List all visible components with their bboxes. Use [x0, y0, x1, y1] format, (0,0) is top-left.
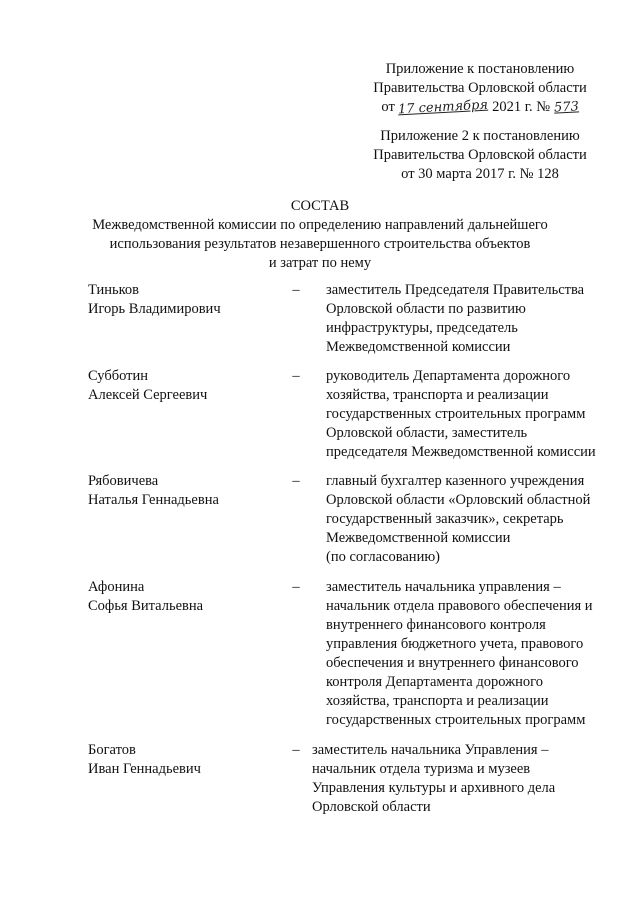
- role-line: Орловской области, заместитель: [326, 425, 528, 441]
- role-line: обеспечения и внутреннего финансового: [326, 655, 579, 671]
- role-line: государственный заказчик», секретарь: [326, 511, 564, 527]
- appendix-line: Правительства Орловской области: [373, 80, 587, 96]
- member-surname: Рябовичева: [88, 473, 159, 489]
- member-given-name: Наталья Геннадьевна: [88, 492, 219, 508]
- member-name: [88, 281, 278, 319]
- role-line: Орловской области «Орловский областной: [326, 492, 591, 508]
- date-prefix: от: [381, 99, 395, 115]
- member-given-name: Иван Геннадьевич: [88, 761, 201, 777]
- member-role: [326, 472, 626, 567]
- role-line: хозяйства, транспорта и реализации: [326, 693, 549, 709]
- member-given-name: Игорь Владимирович: [88, 301, 221, 317]
- title-heading: СОСТАВ: [290, 198, 350, 214]
- year-text: 2021 г. №: [492, 99, 551, 115]
- appendix-2-header: [330, 127, 630, 184]
- dash-separator: –: [292, 579, 300, 595]
- appendix-2-line: Приложение 2 к постановлению: [380, 128, 580, 144]
- member-role: [326, 367, 626, 462]
- role-line: руководитель Департамента дорожного: [326, 368, 571, 384]
- role-line: Орловской области: [312, 799, 431, 815]
- member-name: [88, 578, 278, 616]
- dash-separator: –: [292, 282, 300, 298]
- role-line: Орловской области по развитию: [326, 301, 526, 317]
- role-line: государственных строительных программ: [326, 406, 586, 422]
- title-line: Межведомственной комиссии по определению направлений дальнейшего: [92, 217, 548, 233]
- dash-separator: –: [292, 742, 300, 758]
- role-line: заместитель начальника управления –: [326, 579, 561, 595]
- appendix-2-line: от 30 марта 2017 г. № 128: [401, 166, 559, 182]
- role-line: внутреннего финансового контроля: [326, 617, 546, 633]
- role-line: управления бюджетного учета, правового: [326, 636, 584, 652]
- member-surname: Афонина: [88, 579, 145, 595]
- role-line: заместитель начальника Управления –: [312, 742, 549, 758]
- member-given-name: Софья Витальевна: [88, 598, 204, 614]
- handwritten-date: 17 сентября: [398, 97, 489, 118]
- member-surname: Богатов: [88, 742, 136, 758]
- member-name: [88, 472, 278, 510]
- role-line: заместитель Председателя Правительства: [326, 282, 585, 298]
- appendix-date-line: [330, 98, 630, 117]
- member-name: [88, 367, 278, 405]
- role-line: (по согласованию): [326, 549, 440, 565]
- document-title: [60, 197, 580, 273]
- title-line: использования результатов незавершенного строительства объектов: [109, 236, 531, 252]
- member-surname: Субботин: [88, 368, 149, 384]
- appendix-line: Приложение к постановлению: [385, 61, 575, 77]
- appendix-2-line: Правительства Орловской области: [373, 147, 587, 163]
- dash-separator: –: [292, 368, 300, 384]
- member-role: [312, 741, 612, 817]
- role-line: Межведомственной комиссии: [326, 339, 511, 355]
- role-line: председателя Межведомственной комиссии: [326, 444, 596, 460]
- role-line: Управления культуры и архивного дела: [312, 780, 556, 796]
- role-line: начальник отдела правового обеспечения и: [326, 598, 593, 614]
- role-line: государственных строительных программ: [326, 712, 586, 728]
- member-surname: Тиньков: [88, 282, 140, 298]
- role-line: инфраструктуры, председатель: [326, 320, 518, 336]
- appendix-header: [330, 60, 630, 117]
- role-line: начальник отдела туризма и музеев: [312, 761, 531, 777]
- member-name: [88, 741, 278, 779]
- member-given-name: Алексей Сергеевич: [88, 387, 208, 403]
- dash-separator: –: [292, 473, 300, 489]
- member-role: [326, 281, 626, 357]
- role-line: главный бухгалтер казенного учреждения: [326, 473, 585, 489]
- role-line: контроля Департамента дорожного: [326, 674, 543, 690]
- role-line: хозяйства, транспорта и реализации: [326, 387, 549, 403]
- title-line: и затрат по нему: [268, 255, 372, 271]
- handwritten-number: 573: [553, 99, 579, 116]
- member-role: [326, 578, 626, 730]
- role-line: Межведомственной комиссии: [326, 530, 511, 546]
